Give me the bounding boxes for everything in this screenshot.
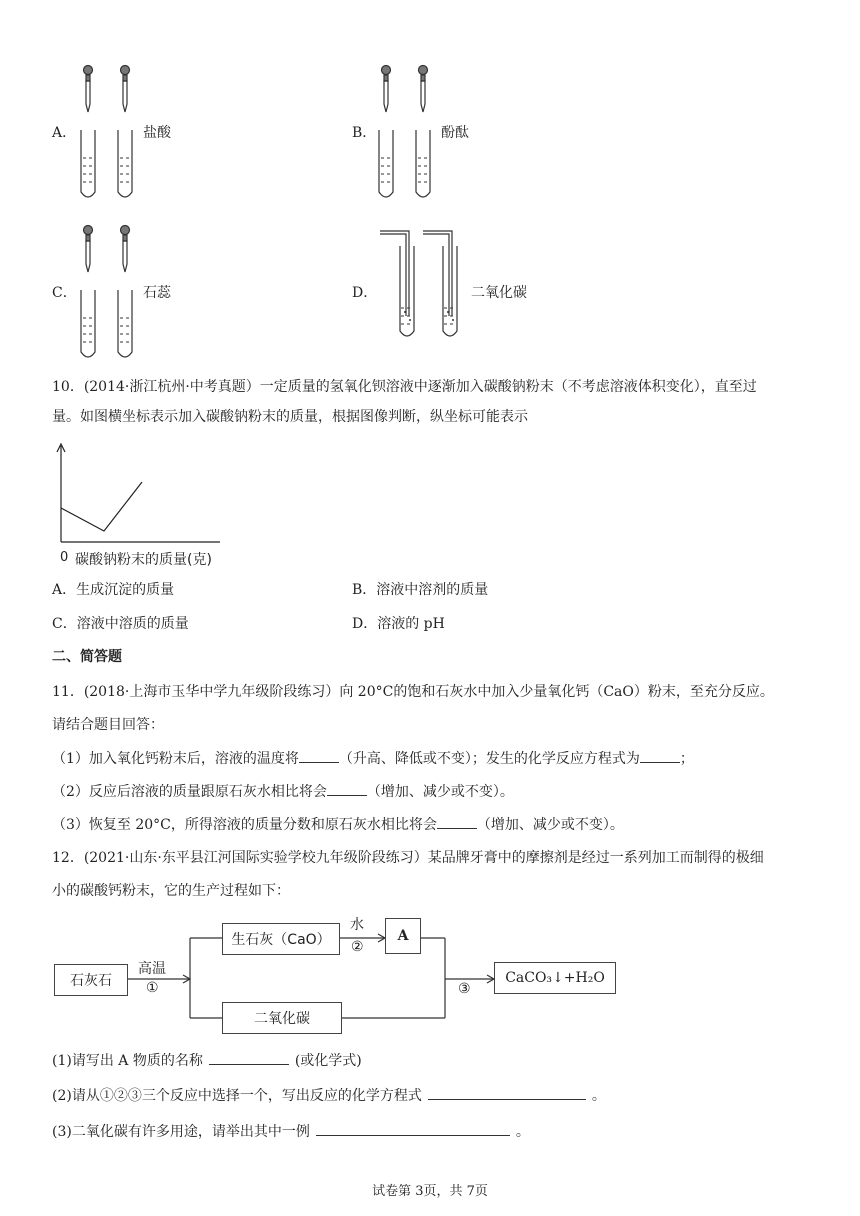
flow-limestone-box: 石灰石: [54, 964, 128, 996]
section-heading: 二、简答题: [52, 649, 122, 665]
q12-sub3: [52, 1121, 530, 1142]
q12-sub2-text-a: (2)请从①②③三个反应中选择一个，写出反应的化学方程式: [52, 1088, 422, 1104]
option-b-letter: B．: [352, 125, 377, 141]
q11-sub1-text-b: （升高、降低或不变）；发生的化学反应方程式为: [338, 751, 640, 767]
option-d-reagent: 二氧化碳: [471, 285, 527, 301]
q11-sub1-text-c: ；: [679, 751, 694, 767]
q10-option-d: D．溶液的 pH: [352, 616, 445, 632]
option-b-reagent: 酚酞: [441, 125, 469, 141]
flow-product-box: CaCO₃↓+H₂O: [494, 962, 616, 994]
option-d-letter: D．: [352, 285, 378, 301]
q12-sub3-text-b: 。: [515, 1124, 530, 1140]
option-a-letter: A．: [52, 125, 77, 141]
flow-a-box: A: [385, 918, 421, 954]
q10-graph-origin: 0: [60, 550, 69, 565]
answer-blank[interactable]: [316, 1121, 510, 1136]
answer-blank[interactable]: [209, 1050, 289, 1065]
answer-blank[interactable]: [428, 1085, 586, 1100]
option-a-reagent: 盐酸: [143, 125, 171, 141]
q10-option-c: C．溶液中溶质的质量: [52, 616, 189, 632]
q11-sub3-text-b: （增加、减少或不变）。: [476, 817, 624, 833]
flow-quicklime-box: 生石灰（CaO）: [222, 923, 340, 955]
q12-sub2-text-b: 。: [591, 1088, 606, 1104]
q12-sub1: [52, 1050, 362, 1071]
q12-sub3-text-a: (3)二氧化碳有许多用途，请举出其中一例: [52, 1124, 310, 1140]
q11-stem-line1: 11．(2018·上海市玉华中学九年级阶段练习）向 20°C的饱和石灰水中加入少量氧化钙（CaO）粉末，至充分反应。: [52, 684, 774, 700]
q10-stem-line1: 10．(2014·浙江杭州·中考真题）一定质量的氢氧化钡溶液中逐渐加入碳酸钠粉末（不考虑溶液体积变化），直至过: [52, 379, 757, 395]
q11-stem-line2: 请结合题目回答：: [52, 717, 164, 733]
q12-sub1-text-b: (或化学式): [294, 1053, 362, 1069]
option-c-reagent: 石蕊: [143, 285, 171, 301]
q10-stem-line2: 量。如图横坐标表示加入碳酸钠粉末的质量，根据图像判断，纵坐标可能表示: [52, 409, 528, 425]
flow-step3-label: ③: [458, 981, 471, 997]
flow-condition-high-temp: 高温: [138, 961, 166, 977]
flow-co2-box: 二氧化碳: [222, 1002, 342, 1034]
flow-step1-label: ①: [146, 980, 159, 996]
q12-sub2: [52, 1085, 606, 1106]
q11-sub2-text-b: （增加、减少或不变）。: [366, 784, 514, 800]
option-c-letter: C．: [52, 285, 77, 301]
q11-sub3-text-a: （3）恢复至 20°C，所得溶液的质量分数和原石灰水相比将会: [52, 817, 437, 833]
q10-option-a: A．生成沉淀的质量: [52, 582, 175, 598]
page-footer: 试卷第 3页，共 7页: [372, 1184, 488, 1199]
q11-sub1-text-a: （1）加入氧化钙粉末后，溶液的温度将: [52, 751, 299, 767]
flow-water-label: 水: [350, 917, 364, 933]
q12-stem-line2: 小的碳酸钙粉末，它的生产过程如下：: [52, 883, 290, 899]
q10-option-b: B．溶液中溶剂的质量: [352, 582, 489, 598]
q11-sub2-text-a: （2）反应后溶液的质量跟原石灰水相比将会: [52, 784, 327, 800]
q10-graph-xlabel: 碳酸钠粉末的质量(克): [75, 552, 212, 568]
q12-sub1-text-a: (1)请写出 A 物质的名称: [52, 1053, 203, 1069]
q12-stem-line1: 12．(2021·山东·东平县江河国际实验学校九年级阶段练习）某品牌牙膏中的摩擦剂是经过一系列加工而制得的极细: [52, 850, 764, 866]
flow-step2-label: ②: [351, 939, 364, 955]
